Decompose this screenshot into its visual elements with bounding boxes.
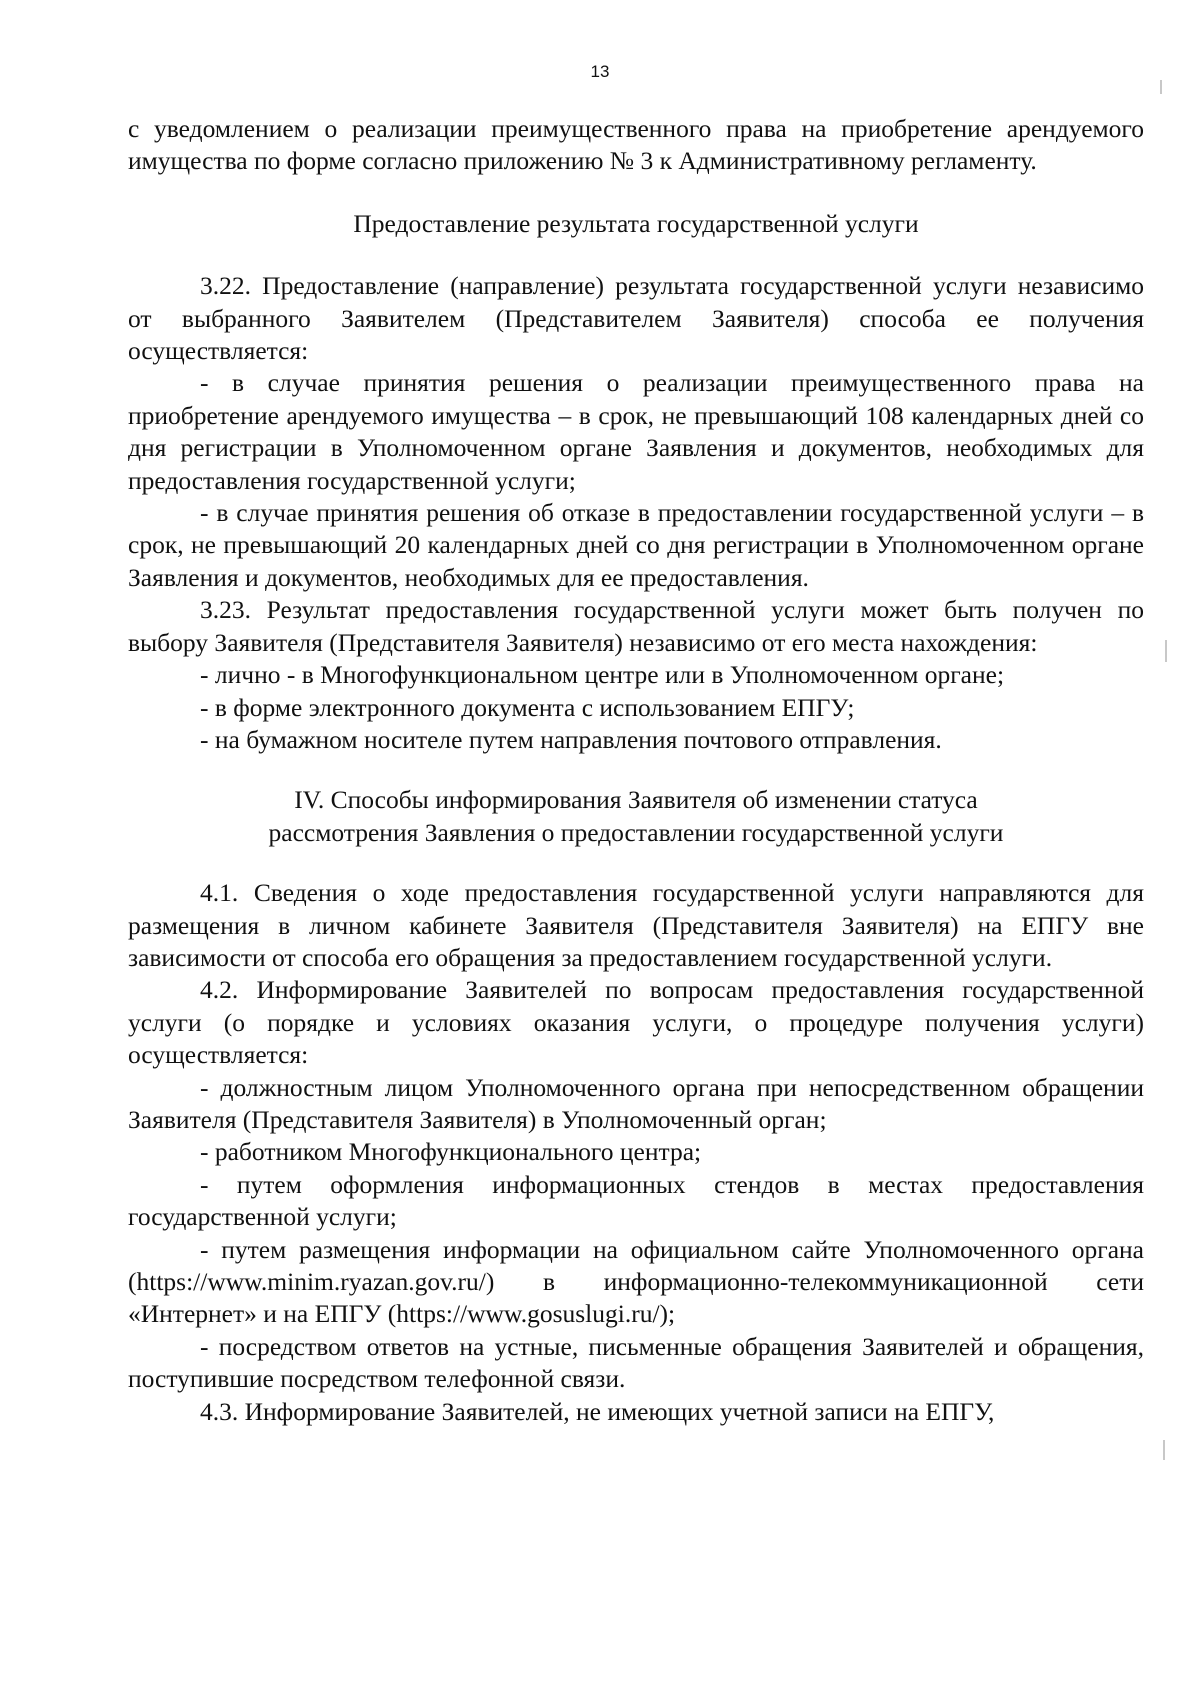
paragraph-continuation: с уведомлением о реализации преимущественного права на приобретение арендуемого имущества по форме согласно приложению № 3 к Административному регламенту. [128, 114, 1144, 176]
list-item-paper: - на бумажном носителе путем направления почтового отправления. [200, 724, 942, 754]
paragraph-4-1: 4.1. Сведения о ходе предоставления государственной услуги направляются для размещения в личном кабинете Заявителя (Представителя Заявителя) на ЕПГУ вне зависимости от способа его обращения за предоставлением государственной услуги. [128, 878, 1144, 972]
section-heading-line-2: рассмотрения Заявления о предоставлении государственной услуги [268, 817, 1004, 847]
scan-artifact [1165, 640, 1167, 662]
paragraph-4-3: 4.3. Информирование Заявителей, не имеющих учетной записи на ЕПГУ, [200, 1396, 995, 1426]
paragraph-3-22: 3.22. Предоставление (направление) результата государственной услуги независимо от выбранного Заявителем (Представителем Заявителя) способа ее получения осуществляется: [128, 271, 1144, 366]
list-item-electronic: - в форме электронного документа с использованием ЕПГУ; [200, 692, 855, 722]
list-item-mfc-worker: - работником Многофункционального центра; [200, 1137, 702, 1167]
scan-artifact [1160, 80, 1162, 94]
section-heading-line-1: IV. Способы информирования Заявителя об изменении статуса [294, 785, 978, 815]
heading-result-provision: Предоставление результата государственной услуги [353, 208, 919, 238]
paragraph-4-2: 4.2. Информирование Заявителей по вопросам предоставления государственной услуги (о порядке и условиях оказания услуги, о процедуре получения услуги) осуществляется: [128, 975, 1144, 1070]
scan-artifact [1163, 1440, 1165, 1460]
list-item-in-person: - лично - в Многофункциональном центре или в Уполномоченном органе; [200, 660, 1005, 690]
list-item-responses: - посредством ответов на устные, письменные обращения Заявителей и обращения, поступившие посредством телефонной связи. [128, 1331, 1144, 1394]
document-body [128, 113, 1144, 1428]
list-item-official: - должностным лицом Уполномоченного органа при непосредственном обращении Заявителя (Представителя Заявителя) в Уполномоченный орган; [128, 1072, 1144, 1134]
list-item-preemptive-right: - в случае принятия решения о реализации преимущественного права на приобретение арендуемого имущества – в срок, не превышающий 108 календарных дней со дня регистрации в Уполномоченном органе Заявления и документов, необходимых для предоставления государственной услуги; [128, 368, 1144, 495]
section-heading-iv [128, 784, 1144, 849]
list-item-refusal: - в случае принятия решения об отказе в предоставлении государственной услуги – в срок, не превышающий 20 календарных дней со дня регистрации в Уполномоченном органе Заявления и документов, необходимых для ее предоставления. [128, 498, 1144, 592]
list-item-stands: - путем оформления информационных стендов в местах предоставления государственной услуги; [128, 1169, 1144, 1232]
list-item-website: - путем размещения информации на официальном сайте Уполномоченного органа (https://www.minim.ryazan.gov.ru/) в информационно-телекоммуникационной сети «Интернет» и на ЕПГУ (https://www.gosuslugi.ru/); [128, 1234, 1144, 1329]
page-number: 13 [590, 62, 610, 81]
paragraph-3-23: 3.23. Результат предоставления государственной услуги может быть получен по выбору Заявителя (Представителя Заявителя) независимо от его места нахождения: [128, 595, 1144, 657]
